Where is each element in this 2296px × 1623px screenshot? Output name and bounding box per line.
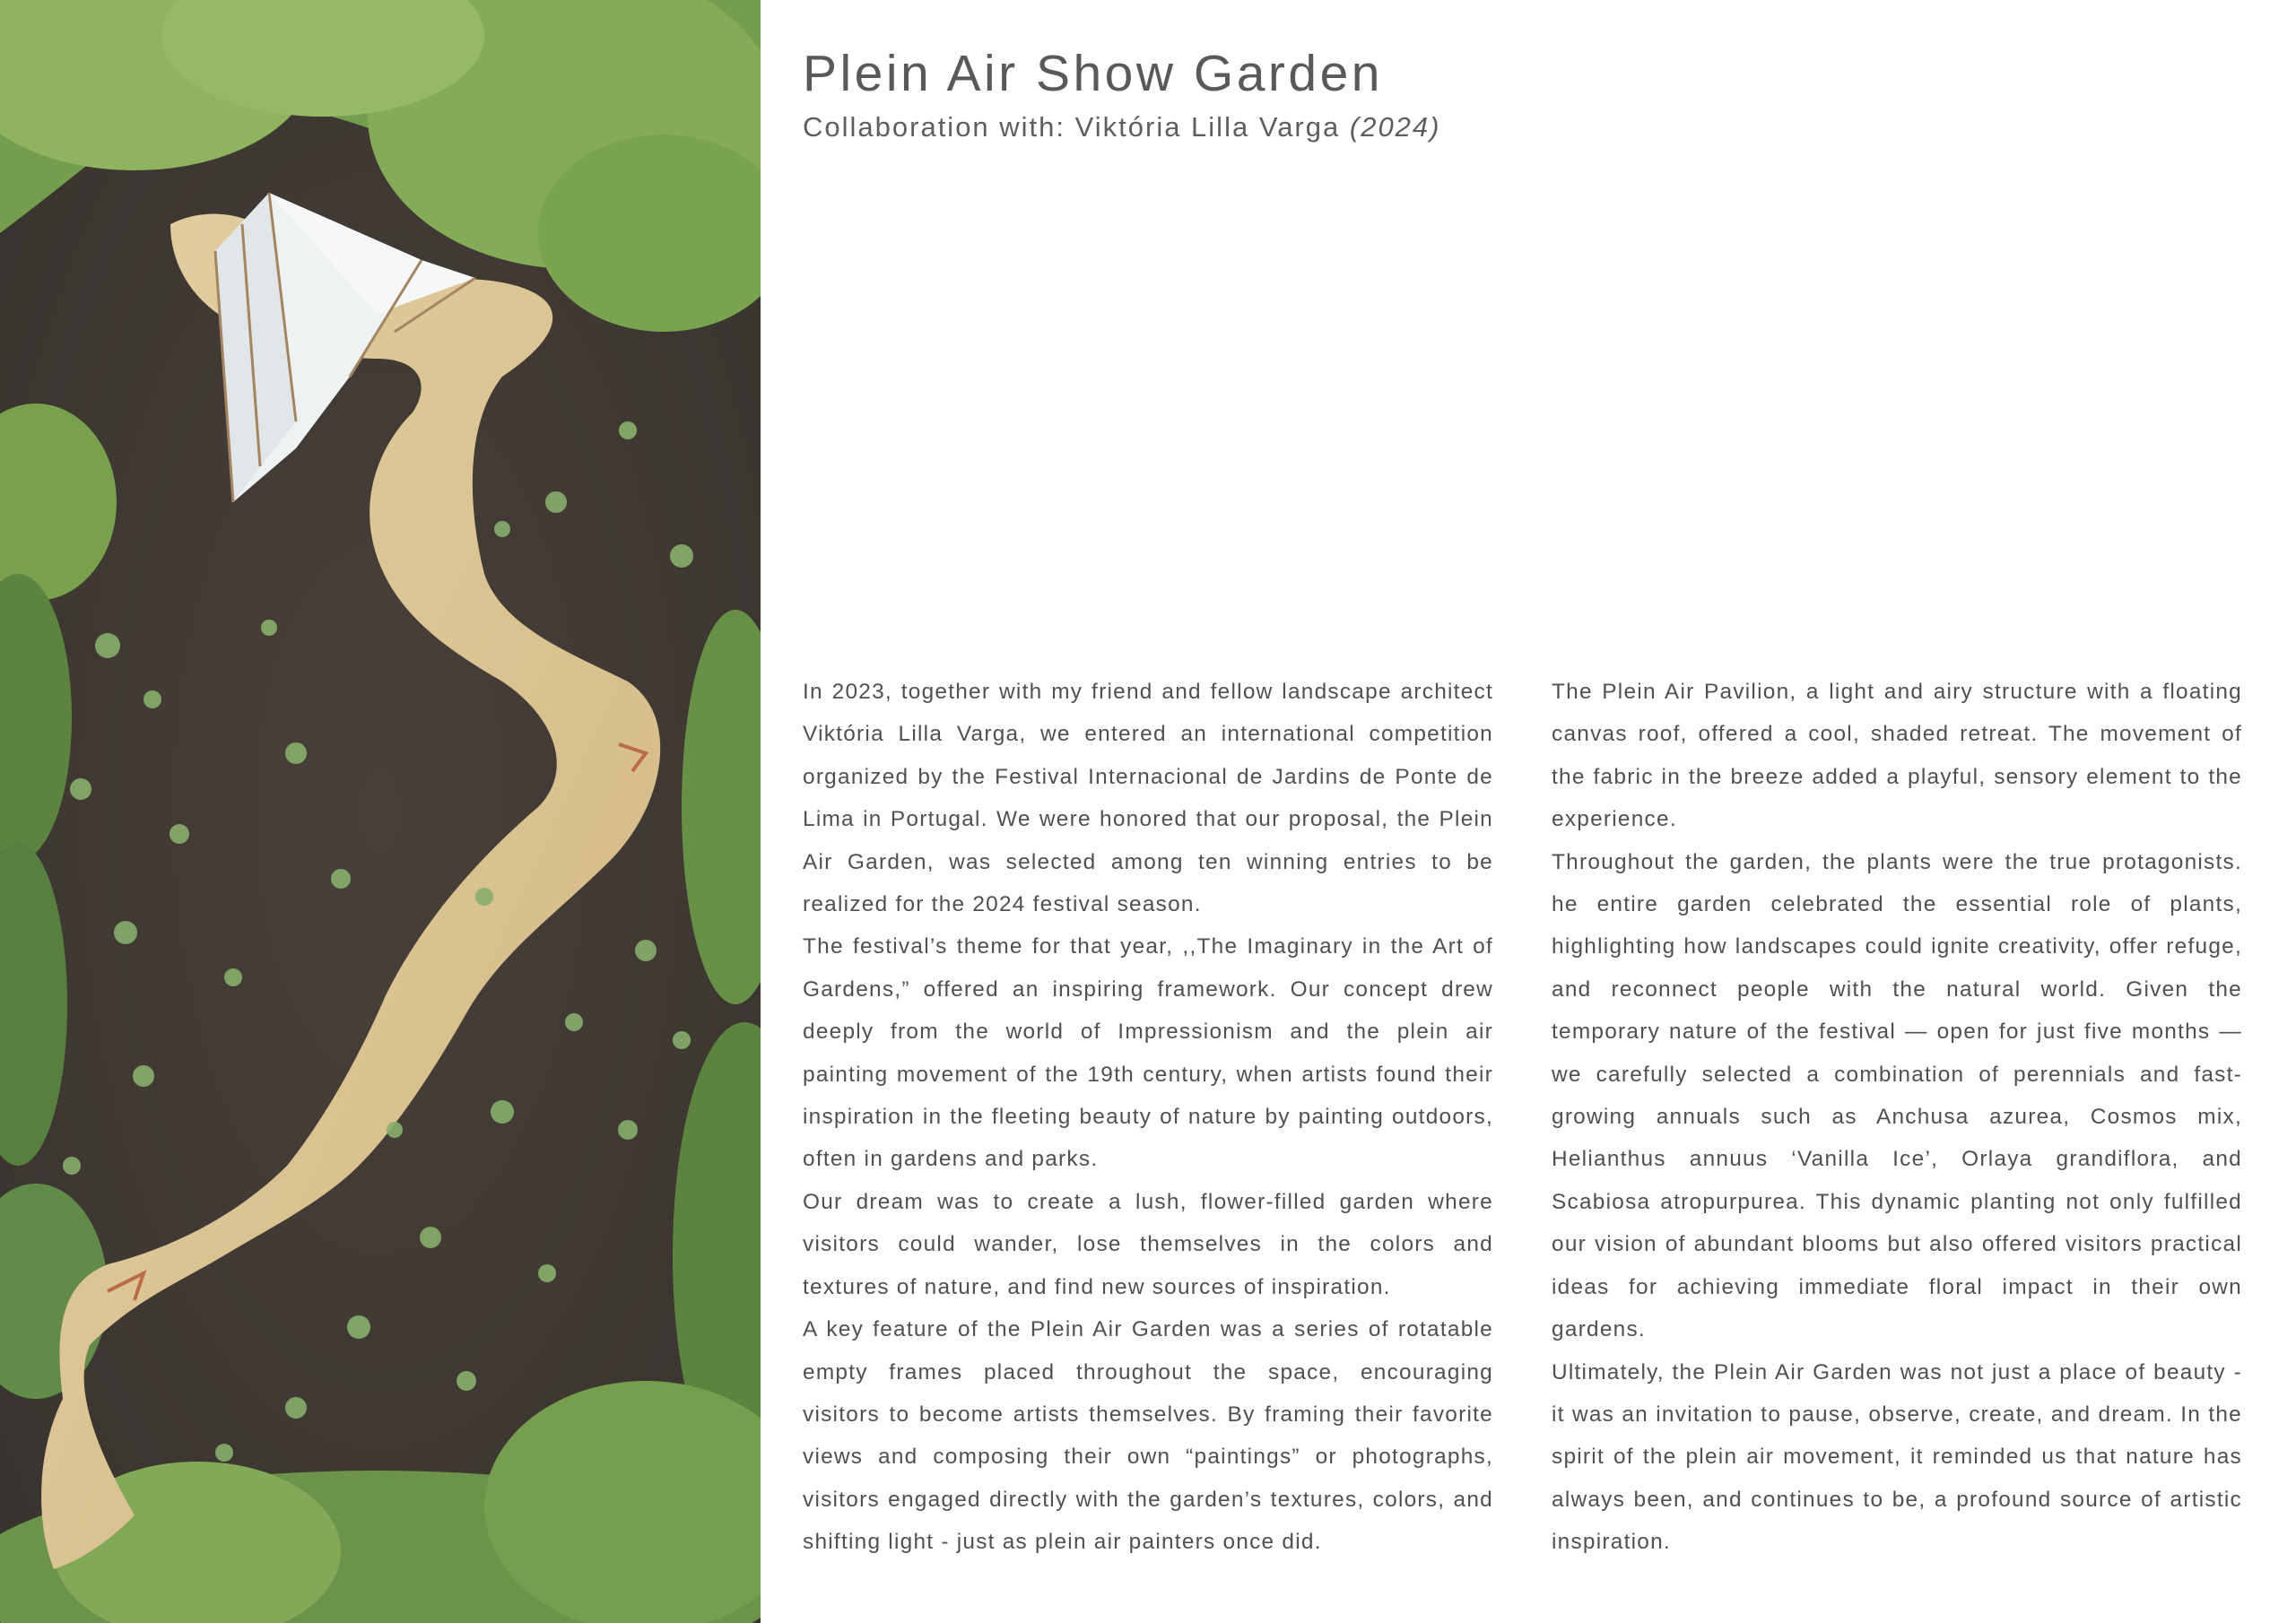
body-column-left bbox=[803, 671, 1493, 1564]
paragraph-conclusion: Ultimately, the Plein Air Garden was not just a place of beauty - it was an invitation to pause, observe, create, and dream. In the spirit of the plein air movement, it reminded us that nature has always been, and continues to be, a profound source of artistic inspiration. bbox=[1552, 1359, 2242, 1555]
page-title: Plein Air Show Garden bbox=[803, 45, 1383, 102]
body-column-right bbox=[1552, 671, 2242, 1564]
project-year: (2024) bbox=[1349, 111, 1441, 143]
paragraph-festival-theme: The festival’s theme for that year, ,,The Imaginary in the Art of Gardens,” offered an inspiring framework. Our concept drew deeply from the world of Impressionism and the plein air painting movement of the 19th century, when artists found their inspiration in the fleeting beauty of nature by painting outdoors, often in gardens and parks. bbox=[803, 934, 1493, 1172]
collaborator-credit: Collaboration with: Viktória Lilla Varga bbox=[803, 111, 1341, 143]
garden-aerial-photo bbox=[0, 0, 761, 1623]
garden-aerial-illustration bbox=[0, 0, 761, 1623]
paragraph-plants: Throughout the garden, the plants were the true protagonists. he entire garden celebrated the essential role of plants, highlighting how landscapes could ignite creativity, offer refuge, and reconnect people with the natural world. Given the temporary nature of the festival — open for just five months — we carefully selected a combination of perennials and fast-growing annuals such as Anchusa azurea, Cosmos mix, Helianthus annuus ‘Vanilla Ice’, Orlaya grandiflora, and Scabiosa atropurpurea. This dynamic planting not only fulfilled our vision of abundant blooms but also offered visitors practical ideas for achieving immediate floral impact in their own gardens. bbox=[1552, 849, 2242, 1342]
paragraph-dream: Our dream was to create a lush, flower-filled garden where visitors could wander, lose themselves in the colors and textures of nature, and find new sources of inspiration. bbox=[803, 1189, 1493, 1299]
paragraph-competition: In 2023, together with my friend and fellow landscape architect Viktória Lilla Varga, we entered an international competition organized by the Festival Internacional de Jardins de Ponte de Lima in Portugal. We were honored that our proposal, the Plein Air Garden, was selected among ten winning entries to be realized for the 2024 festival season. bbox=[803, 680, 1493, 917]
paragraph-frames: A key feature of the Plein Air Garden was a series of rotatable empty frames placed throughout the space, encouraging visitors to become artists themselves. By framing their favorite views and composing their own “paintings” or photographs, visitors engaged directly with the garden’s textures, colors, and shifting light - just as plein air painters once did. bbox=[803, 1317, 1493, 1555]
collaboration-subtitle bbox=[803, 108, 1440, 146]
paragraph-pavilion: The Plein Air Pavilion, a light and airy structure with a floating canvas roof, offered a cool, shaded retreat. The movement of the fabric in the breeze added a playful, sensory element to the experience. bbox=[1552, 680, 2242, 832]
